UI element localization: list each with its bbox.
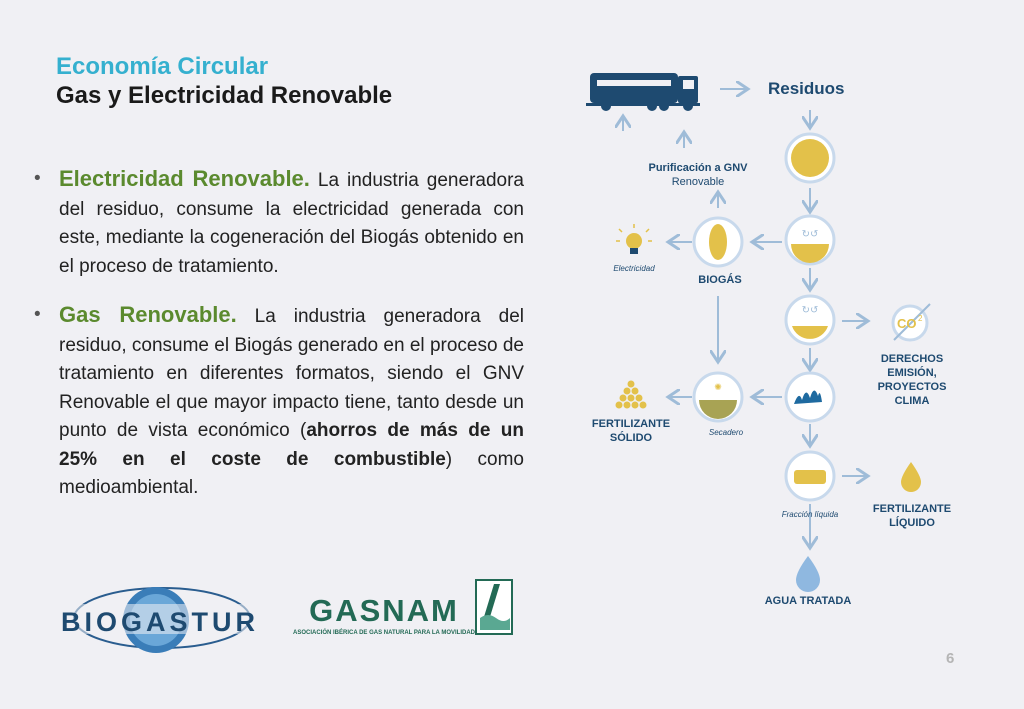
truck-icon xyxy=(586,73,700,111)
stage-circle-secadero xyxy=(694,373,742,421)
label-residuos: Residuos xyxy=(768,79,845,98)
bullet-bold: ahorros de más de un 25% en el coste de combustible xyxy=(59,420,524,470)
label-derechos-4: CLIMA xyxy=(894,395,930,407)
svg-text:✺: ✺ xyxy=(714,382,722,392)
drop-gold-icon xyxy=(901,462,921,492)
co2-sub: 2 xyxy=(918,314,923,323)
label-derechos-2: EMISIÓN, xyxy=(887,367,937,379)
label-fert-liquido-1: FERTILIZANTE xyxy=(872,503,952,515)
stage-circle-5 xyxy=(786,452,834,500)
stage-circle-2 xyxy=(786,216,834,264)
label-fraccion: Fracción líquida xyxy=(781,510,839,519)
stage-circle-3 xyxy=(786,296,834,344)
svg-text:↻↺: ↻↺ xyxy=(801,305,819,316)
pellet-pyramid-icon xyxy=(616,381,647,409)
bullet-dot: • xyxy=(34,168,41,189)
drop-blue-icon xyxy=(796,556,820,592)
gasnam-text: GASNAM xyxy=(309,593,459,628)
bullet-body: La industria generadora del residuo, consume la electricidad generada con este, mediante la cogeneración del Biogás obtenido en el proceso de tratamiento. xyxy=(59,170,524,277)
label-fert-solido-2: SÓLIDO xyxy=(609,432,653,444)
bullet-body: La industria generadora del residuo, consume el Biogás generado en el proceso de tratamiento en diferentes formatos, siendo el GNV Renovable el que mayor impacto tiene, tanto desde un punto de vista económico ( xyxy=(59,306,524,441)
stage-circle-4 xyxy=(786,373,834,421)
stage-circle-1 xyxy=(786,134,834,182)
label-fert-solido-1: FERTILIZANTE xyxy=(591,418,671,430)
page-number: 6 xyxy=(946,650,955,667)
bullet-body-end: ) como medioambiental. xyxy=(59,448,524,498)
slide-title: Economía Circular xyxy=(56,53,269,80)
label-agua: AGUA TRATADA xyxy=(764,595,852,607)
svg-text:↻↺: ↻↺ xyxy=(801,229,819,240)
bullet-dot: • xyxy=(34,304,41,325)
gasnam-tagline: ASOCIACIÓN IBÉRICA DE GAS NATURAL PARA LA MOVILIDAD xyxy=(292,630,476,636)
label-purificacion-2: Renovable xyxy=(671,176,725,188)
slide-subtitle: Gas y Electricidad Renovable xyxy=(56,82,393,109)
biogastur-logo xyxy=(61,587,259,653)
stage-circle-biogas xyxy=(694,218,742,266)
label-derechos-3: PROYECTOS xyxy=(877,381,947,393)
label-biogas: BIOGÁS xyxy=(698,274,742,286)
label-derechos-1: DERECHOS xyxy=(880,353,944,365)
label-purificacion-1: Purificación a GNV xyxy=(648,162,748,174)
label-electricidad: Electricidad xyxy=(613,264,655,273)
bullet-heading: Electricidad Renovable. xyxy=(59,166,310,191)
lightbulb-icon xyxy=(616,224,652,254)
biogastur-text: BIOGASTUR xyxy=(61,607,259,637)
gasnam-logo xyxy=(293,580,512,636)
label-fert-liquido-2: LÍQUIDO xyxy=(889,517,935,529)
label-secadero: Secadero xyxy=(708,428,744,437)
bullet-heading: Gas Renovable. xyxy=(59,302,237,327)
co2-label: CO xyxy=(897,316,917,331)
